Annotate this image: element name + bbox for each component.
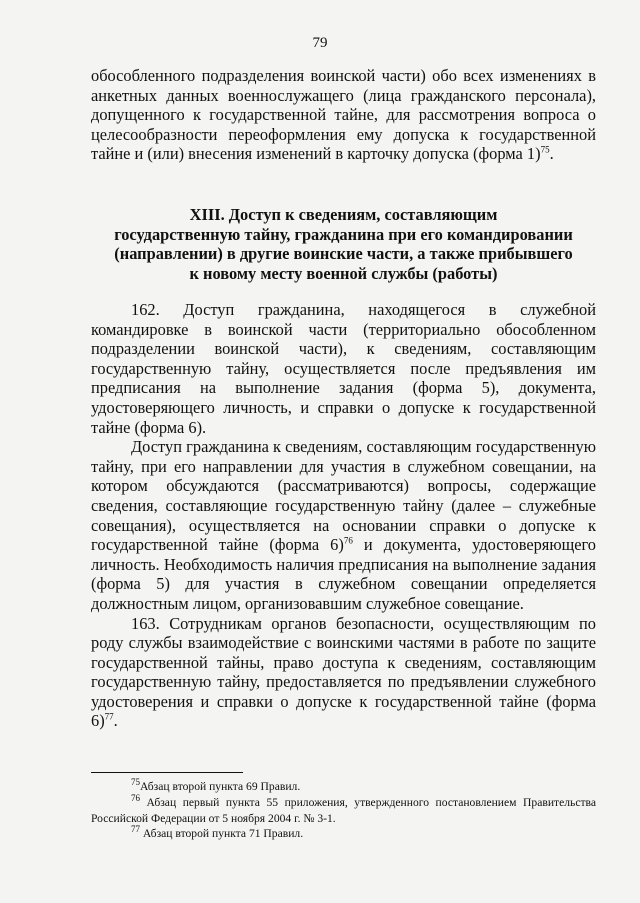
footnote-76-text: Абзац первый пункта 55 приложения, утвержденного постановлением Правительства Российской Федерации от 5 ноября 2004 г. № 3-1. (91, 795, 596, 825)
footnote-mark-76: 76 (131, 792, 140, 803)
intro-text: обособленного подразделения воинской части) обо всех изменениях в анкетных данных военнослужащего (лица гражданского персонала), допущенного к государственной тайне, для рассмотрения вопроса о целесообразности переоформления ему допуска к государственной тайне и (или) внесения изменений в карточку допуска (форма 1) (91, 66, 596, 164)
intro-paragraph-block (91, 66, 596, 164)
section-heading-line-3: (направлении) в другие воинские части, а также прибывшего (114, 244, 573, 264)
paragraph-162-second-continuation: и документа, удостоверяющего личность. Необходимость наличия предписания на выполнение задания (форма 5) для участия в служебном совещании определяется должностным лицом, организовавшим служебное совещание. (91, 535, 596, 613)
body-text (91, 300, 596, 731)
section-heading (91, 205, 596, 283)
footnote-75 (91, 779, 596, 795)
footnote-mark-75: 75 (131, 777, 140, 788)
paragraph-162: 162. Доступ гражданина, находящегося в служебной командировке в воинской части (территориально обособленном подразделении воинской части), к сведениям, составляющим государственную тайну, осуществляется после предъявления им предписания на выполнение задания (форма 5), документа, удостоверяющего личность, и справки о допуске к государственной тайне (форма 6). (91, 300, 596, 437)
footnote-77 (91, 826, 596, 842)
footnote-76 (91, 792, 596, 827)
page-number: 79 (312, 35, 328, 51)
paragraph-162-second (91, 437, 596, 613)
footnote-ref-76: 76 (343, 535, 353, 546)
footnote-ref-75: 75 (540, 144, 550, 155)
paragraph-163-text: 163. Сотрудникам органов безопасности, осуществляющим по роду службы взаимодействие с воинскими частями в работе по защите государственной тайны, право доступа к сведениям, составляющим государственную тайну, предоставляется по предъявлении служебного удостоверения и справки о допуске к государственной тайне (форма 6) (91, 613, 596, 731)
footnote-mark-77: 77 (131, 824, 140, 835)
paragraph-163 (91, 614, 596, 732)
section-heading-line-2: государственную тайну, гражданина при его командировании (114, 224, 573, 244)
intro-paragraph: обособленного подразделения воинской части) обо всех изменениях в анкетных данных военнослужащего (лица гражданского персонала), допущенного к государственной тайне, для рассмотрения вопроса о целесообразности переоформления ему допуска к государственной тайне и (или) внесения изменений в карточку допуска (форма 1)$^{75}$. (91, 66, 596, 164)
section-heading-line-1: XIII. Доступ к сведениям, составляющим (189, 205, 498, 224)
footnote-77-text: Абзац второй пункта 71 Правил. (140, 827, 304, 841)
paragraph-163-end: . (113, 711, 118, 731)
footnotes (91, 779, 596, 842)
footnote-ref-77: 77 (104, 712, 114, 722)
section-heading-line-4: к новому месту военной службы (работы) (189, 263, 498, 283)
footnote-separator (91, 772, 243, 773)
footnote-75-text: Абзац второй пункта 69 Правил. (140, 780, 301, 793)
paragraph-162-second-text: Доступ гражданина к сведениям, составляющим государственную тайну, при его направлении для участия в служебном совещании, на котором обсуждаются (рассматриваются) вопросы, содержащие сведения, составляющие государственную тайну (далее – служебные совещания), осуществляется на основании справки о допуске к государственной тайне (форма 6) (91, 437, 596, 555)
